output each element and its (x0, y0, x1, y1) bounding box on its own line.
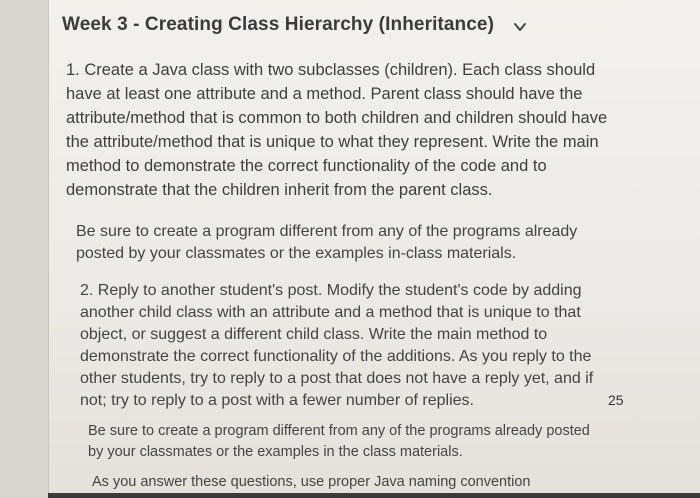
instruction-paragraph-1: 1. Create a Java class with two subclasses (children). Each class should have at least one attribute and a method. Parent class should have the attribute/method that is common to both children and children should have the attribute/method that is unique to what they represent. Write the main method to demonstrate the correct functionality of the code and to demonstrate that the children inherit from the parent class. (66, 61, 608, 199)
module-header[interactable] (62, 14, 528, 36)
points-value: 25 (608, 392, 624, 408)
chevron-down-icon[interactable] (512, 19, 528, 35)
instruction-paragraph-5: As you answer these questions, use proper Java naming convention (92, 474, 531, 490)
instruction-paragraph-2: Be sure to create a program different from any of the programs already posted by your classmates or the examples in-class materials. (76, 223, 578, 262)
instruction-paragraph-4: Be sure to create a program different from any of the programs already posted by your classmates or the examples in the class materials. (88, 423, 590, 460)
instruction-paragraph-3: 2. Reply to another student's post. Modify the student's code by adding another child class with an attribute and a method that is unique to that object, or suggest a different child class. Write the main method to demonstrate the correct functionality of the additions. As you reply to the other students, try to reply to a post that does not have a reply yet, and if not; try to reply to a post with a fewer number of replies. (80, 282, 594, 409)
bottom-border (48, 493, 700, 498)
page-title: Week 3 - Creating Class Hierarchy (Inheritance) (62, 14, 495, 35)
